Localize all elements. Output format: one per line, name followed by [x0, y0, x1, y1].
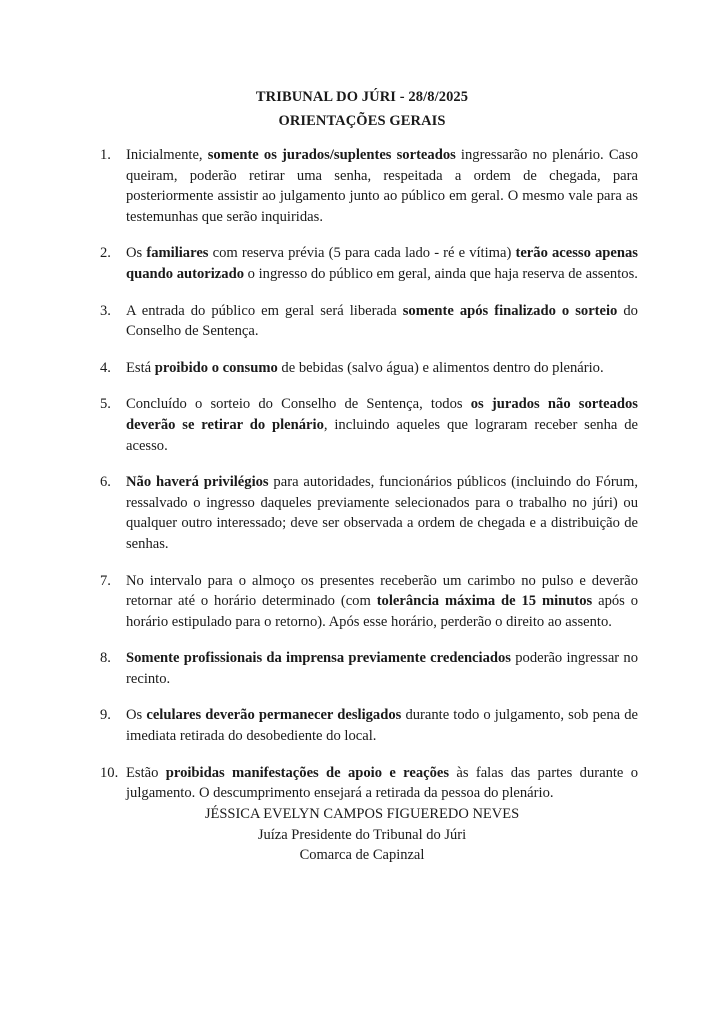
guideline-emphasis: somente após finalizado o sorteio	[402, 302, 618, 319]
guideline-text: Está	[126, 359, 155, 376]
signer-name: JÉSSICA EVELYN CAMPOS FIGUEREDO NEVES	[204, 806, 520, 822]
guideline-text: para autoridades, funcionários públicos (incluindo do Fórum, ressalvado o ingresso daqueles previamente selecionados para o trabalho no júri) ou qualquer outro interessado; deve ser observada a ordem de chegada e a distribuição de senhas.	[126, 474, 638, 552]
guideline-number: 8.	[100, 650, 111, 667]
guideline-emphasis: familiares	[146, 245, 209, 262]
guideline-number: 7.	[100, 572, 111, 589]
guideline-item	[100, 763, 638, 804]
guideline-number: 6.	[100, 474, 111, 491]
guideline-text: o ingresso do público em geral, ainda que haja reserva de assentos.	[244, 265, 638, 282]
guideline-emphasis: proibidas manifestações de apoio e reações	[165, 764, 450, 781]
document-subtitle: ORIENTAÇÕES GERAIS	[278, 113, 446, 129]
guideline-emphasis: celulares deverão permanecer desligados	[146, 707, 402, 724]
guideline-emphasis: Não haverá privilégios	[126, 474, 269, 491]
guideline-item	[100, 571, 638, 633]
guideline-item	[100, 705, 638, 746]
guideline-text: , incluindo aqueles que lograram receber senha de acesso.	[126, 416, 638, 454]
guideline-text: Inicialmente,	[126, 147, 208, 163]
guideline-text: No intervalo para o almoço os presentes receberão um carimbo no pulso e deverão retornar até o horário determinado (com	[126, 572, 638, 610]
guideline-text: Os	[126, 245, 147, 262]
guideline-emphasis: somente os jurados/suplentes sorteados	[207, 147, 456, 163]
guideline-number: 10.	[100, 764, 119, 781]
guideline-emphasis: tolerância máxima de 15 minutos	[376, 593, 593, 610]
signer-role: Juíza Presidente do Tribunal do Júri	[257, 826, 467, 843]
guideline-text: após o horário estipulado para o retorno). Após esse horário, perderão o direito ao assento.	[126, 593, 638, 630]
guideline-emphasis: Somente profissionais da imprensa previamente credenciados	[126, 650, 511, 667]
guideline-text: Os	[126, 707, 147, 724]
guideline-text: poderão ingressar no recinto.	[126, 650, 638, 687]
guideline-list	[100, 145, 638, 820]
guideline-text: às falas das partes durante o julgamento. O descumprimento ensejará a retirada da pessoa do plenário.	[126, 764, 639, 802]
guideline-item	[100, 145, 638, 227]
guideline-item	[100, 358, 638, 379]
guideline-item	[100, 301, 638, 342]
guideline-text: A entrada do público em geral será liberada	[126, 302, 403, 319]
guideline-item	[100, 243, 638, 284]
guideline-emphasis: os jurados não sorteados deverão se retirar do plenário	[126, 396, 638, 433]
guideline-number: 9.	[100, 707, 111, 724]
signer-district: Comarca de Capinzal	[299, 847, 425, 863]
guideline-emphasis: proibido o consumo	[154, 359, 278, 376]
guideline-number: 4.	[100, 359, 111, 376]
guideline-text: Concluído o sorteio do Conselho de Sentença, todos	[126, 396, 471, 413]
guideline-item	[100, 648, 638, 689]
guideline-number: 3.	[100, 302, 111, 319]
guideline-number: 2.	[100, 245, 111, 262]
guideline-text: Estão	[126, 764, 166, 781]
guideline-text: de bebidas (salvo água) e alimentos dentro do plenário.	[277, 359, 604, 376]
guideline-number: 1.	[100, 147, 111, 163]
guideline-text: com reserva prévia (5 para cada lado - ré e vítima)	[208, 245, 516, 262]
guideline-item	[100, 472, 638, 554]
guideline-text: do Conselho de Sentença.	[126, 302, 638, 340]
guideline-text: ingressarão no plenário. Caso queiram, poderão retirar uma senha, respeitada a ordem de chegada, para posteriormente assistir ao julgamento junto ao público em geral. O mesmo vale para as testemunhas que serão inquiridas.	[126, 147, 639, 225]
signature-block	[0, 804, 724, 866]
guideline-emphasis: terão acesso apenas quando autorizado	[126, 245, 638, 282]
guideline-text: durante todo o julgamento, sob pena de imediata retirada do desobediente do local.	[126, 707, 639, 745]
guideline-number: 5.	[100, 396, 111, 413]
guideline-item	[100, 394, 638, 456]
document-title: TRIBUNAL DO JÚRI - 28/8/2025	[255, 89, 469, 105]
